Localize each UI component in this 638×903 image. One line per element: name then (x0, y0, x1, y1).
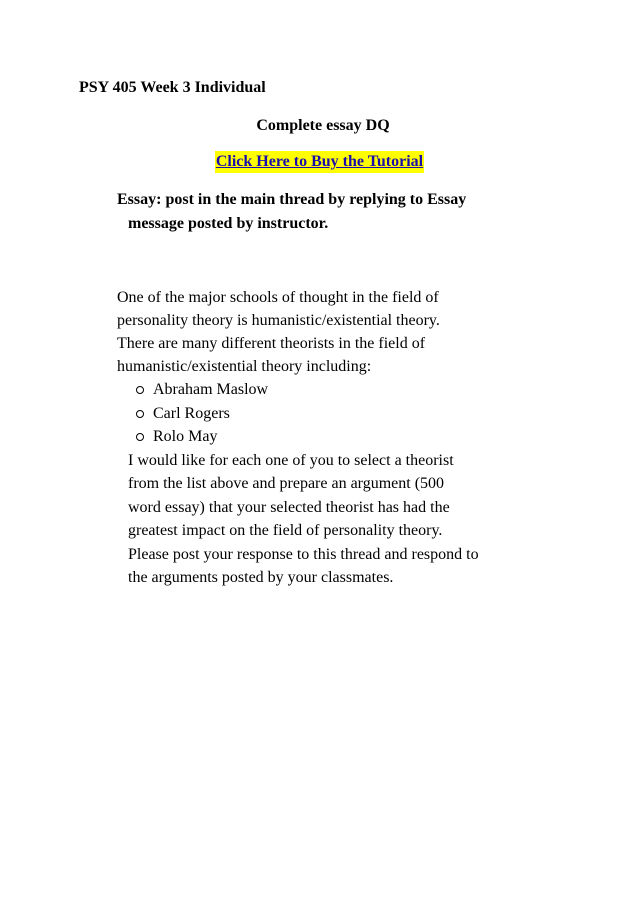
list-item (136, 378, 557, 402)
theorist-list (117, 378, 557, 449)
bullet-icon (136, 386, 144, 394)
instruction-line: message posted by instructor. (128, 215, 329, 232)
intro-line: personality theory is humanistic/existential theory. (117, 312, 440, 329)
buy-tutorial-link[interactable]: Click Here to Buy the Tutorial (215, 151, 424, 173)
document-subtitle: Complete essay DQ (256, 117, 390, 134)
bullet-icon (136, 410, 144, 418)
essay-body (117, 286, 557, 590)
list-item (136, 402, 557, 426)
request-line: I would like for each one of you to select a theorist (128, 451, 454, 469)
intro-line: One of the major schools of thought in the field of (117, 289, 439, 306)
tutorial-link-container (0, 151, 638, 173)
document-heading: PSY 405 Week 3 Individual (79, 79, 266, 96)
request-line: word essay) that your selected theorist has had the (128, 498, 450, 516)
bullet-icon (136, 433, 144, 441)
essay-instruction (117, 188, 557, 236)
intro-line: humanistic/existential theory including: (117, 358, 372, 375)
request-line: Please post your response to this thread and respond to (128, 545, 479, 563)
theorist-name: Carl Rogers (153, 404, 230, 422)
theorist-name: Rolo May (153, 428, 218, 445)
intro-paragraph (117, 286, 557, 378)
instruction-line: Essay: post in the main thread by replying to Essay (117, 191, 467, 208)
request-paragraph (117, 449, 557, 590)
request-line: from the list above and prepare an argument (500 (128, 475, 445, 492)
list-item (136, 425, 557, 449)
request-line: greatest impact on the field of personality theory. (128, 522, 443, 539)
theorist-name: Abraham Maslow (153, 381, 269, 398)
intro-line: There are many different theorists in the field of (117, 335, 426, 352)
request-line: the arguments posted by your classmates. (128, 569, 394, 586)
